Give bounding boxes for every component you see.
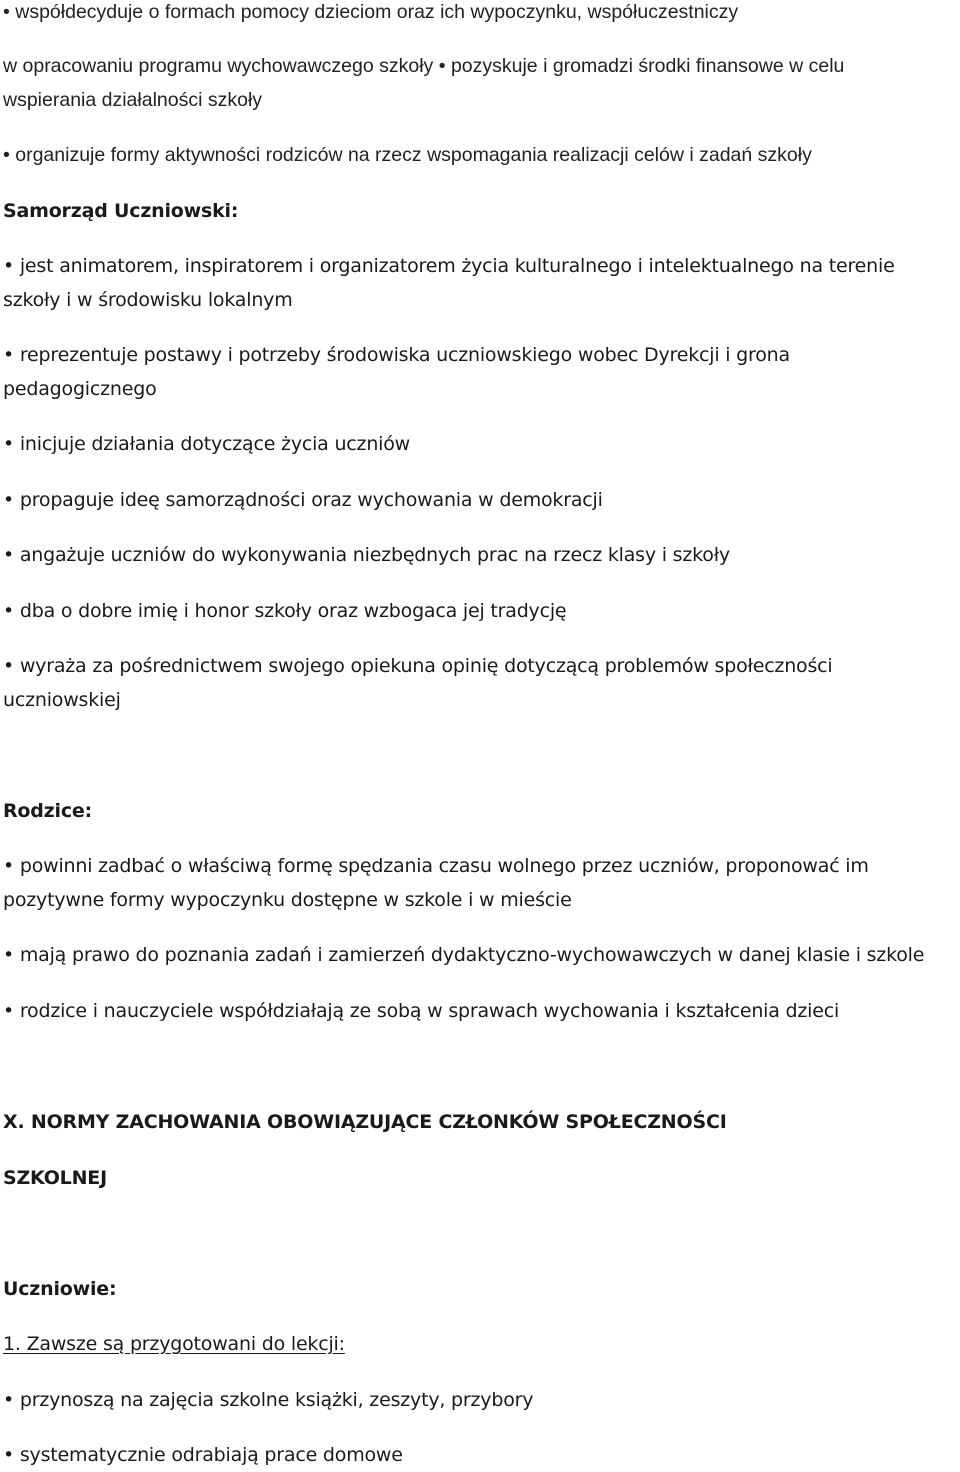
list-item-continuation: uczniowskiej — [3, 689, 121, 711]
list-item: • mają prawo do poznania zadań i zamierzeń dydaktyczno-wychowawczych w danej klasie i szkole — [3, 944, 925, 966]
list-item: • inicjuje działania dotyczące życia uczniów — [3, 433, 411, 455]
list-item-continuation: pozytywne formy wypoczynku dostępne w szkole i w mieście — [3, 889, 572, 911]
section-heading-samorzad: Samorząd Uczniowski: — [3, 200, 239, 222]
list-item: • wyraża za pośrednictwem swojego opiekuna opinię dotyczącą problemów społeczności — [3, 655, 833, 677]
list-item: • reprezentuje postawy i potrzeby środowiska uczniowskiego wobec Dyrekcji i grona — [3, 344, 790, 366]
list-item: • jest animatorem, inspiratorem i organizatorem życia kulturalnego i intelektualnego na terenie — [3, 255, 895, 277]
list-item: • systematycznie odrabiają prace domowe — [3, 1444, 403, 1466]
chapter-heading-continuation: SZKOLNEJ — [3, 1167, 107, 1189]
list-item: • rodzice i nauczyciele współdziałają ze sobą w sprawach wychowania i kształcenia dzieci — [3, 1000, 840, 1022]
list-item-continuation: pedagogicznego — [3, 378, 157, 400]
list-item: • powinni zadbać o właściwą formę spędzania czasu wolnego przez uczniów, proponować im — [3, 855, 869, 877]
list-item: • propaguje ideę samorządności oraz wychowania w demokracji — [3, 489, 603, 511]
list-item-continuation: szkoły i w środowisku lokalnym — [3, 289, 293, 311]
text-line: w opracowaniu programu wychowawczego szkoły • pozyskuje i gromadzi środki finansowe w celu — [3, 55, 845, 77]
list-item: • dba o dobre imię i honor szkoły oraz wzbogaca jej tradycję — [3, 600, 567, 622]
text-line: • organizuje formy aktywności rodziców na rzecz wspomagania realizacji celów i zadań szkoły — [3, 144, 812, 166]
list-item: • przynoszą na zajęcia szkolne książki, zeszyty, przybory — [3, 1389, 534, 1411]
text-line: wspierania działalności szkoły — [3, 89, 263, 111]
section-heading-uczniowie: Uczniowie: — [3, 1278, 117, 1300]
subsection-heading — [3, 1327, 958, 1361]
chapter-heading: X. NORMY ZACHOWANIA OBOWIĄZUJĄCE CZŁONKÓW SPOŁECZNOŚCI — [3, 1111, 727, 1133]
list-item: • angażuje uczniów do wykonywania niezbędnych prac na rzecz klasy i szkoły — [3, 544, 730, 566]
text-line: • współdecyduje o formach pomocy dzieciom oraz ich wypoczynku, współuczestniczy — [3, 1, 739, 23]
subsection-heading-text: 1. Zawsze są przygotowani do lekcji: — [3, 1333, 345, 1355]
section-heading-rodzice: Rodzice: — [3, 800, 93, 822]
